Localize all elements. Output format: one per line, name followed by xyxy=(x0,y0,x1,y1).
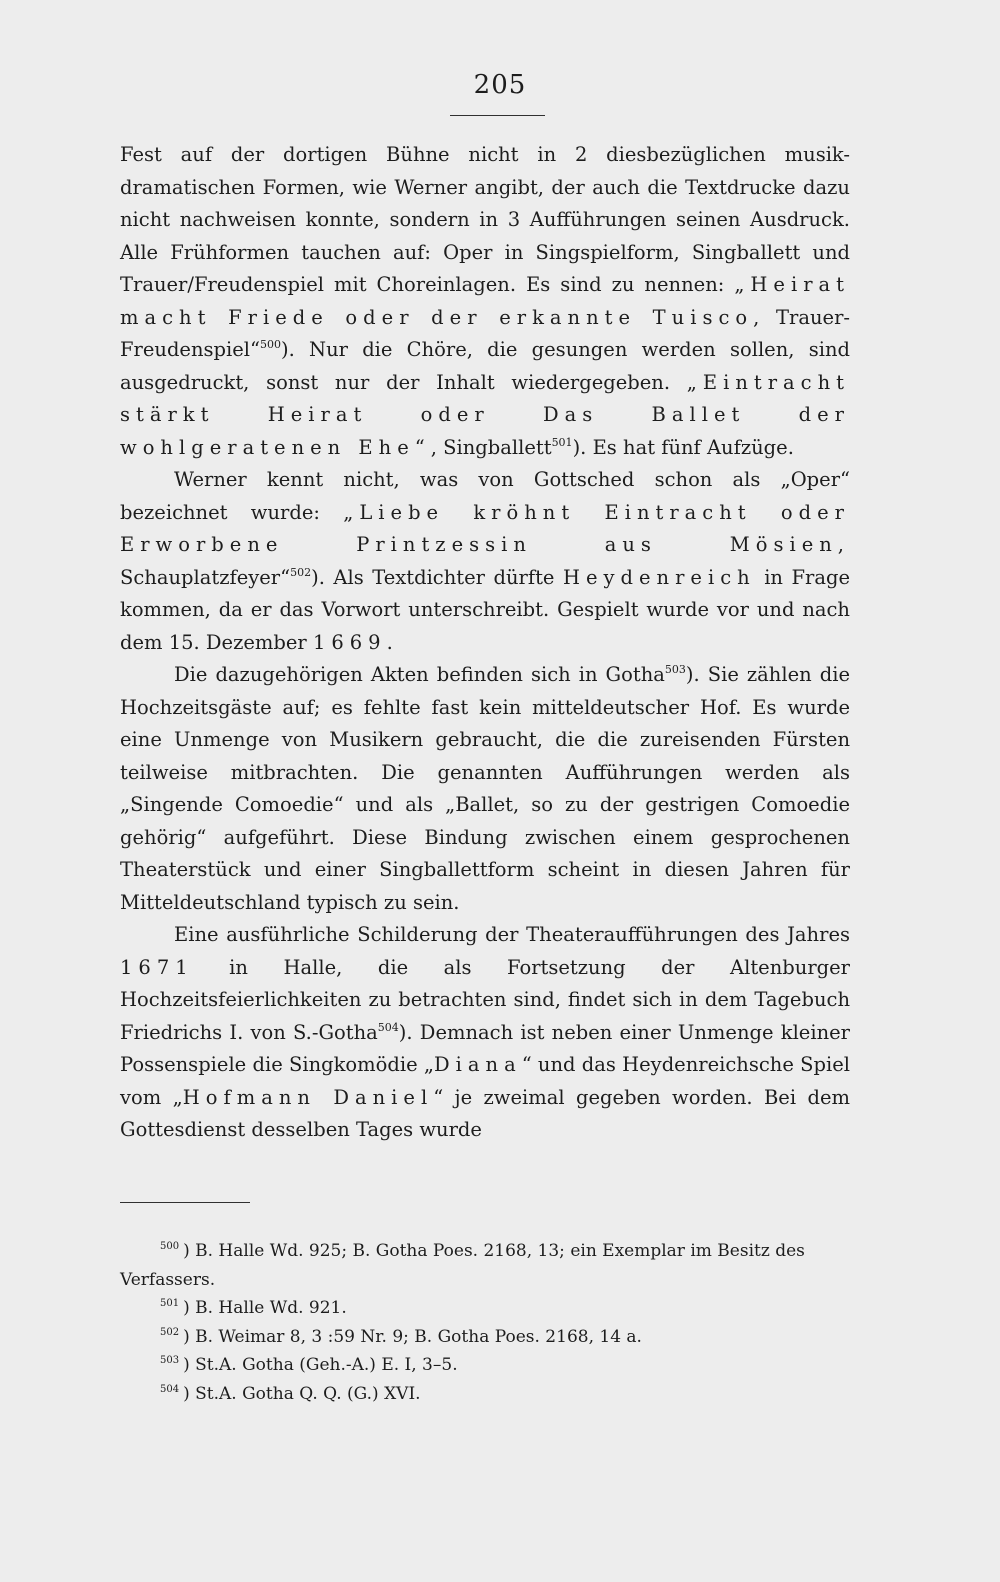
footnote-ref: 502 xyxy=(290,565,312,579)
footnote-number: 502 xyxy=(160,1326,180,1338)
paragraph-2 xyxy=(120,464,850,659)
footnote-ref: 501 xyxy=(551,435,573,449)
text-run: Schauplatzfeyer“ xyxy=(120,565,291,589)
text-run: Eine ausführliche Schilderung der Theateraufführungen des Jahres xyxy=(174,923,850,946)
text-run: . xyxy=(386,630,393,654)
header-rule xyxy=(450,115,545,116)
text-run: ). Demnach ist neben einer Unmenge kleiner Possenspiele die Singkomödie „ xyxy=(120,1020,850,1076)
footnote-502 xyxy=(120,1323,850,1352)
footnote-text: ) St.A. Gotha (Geh.-A.) E. I, 3–5. xyxy=(183,1355,458,1375)
footnote-504 xyxy=(120,1380,850,1409)
text-run: ). Als Textdichter dürfte xyxy=(311,565,563,589)
paragraph-3 xyxy=(120,659,850,919)
footnote-number: 501 xyxy=(160,1298,180,1309)
footnote-ref: 503 xyxy=(664,663,686,676)
footnote-rule xyxy=(120,1202,250,1203)
footnote-number: 504 xyxy=(160,1383,180,1395)
text-run: ). Es hat fünf Aufzüge. xyxy=(572,435,794,459)
footnote-text: ) B. Halle Wd. 921. xyxy=(183,1298,347,1318)
footnote-500 xyxy=(120,1237,850,1294)
spaced-year: 1671 xyxy=(120,955,194,979)
footnote-503 xyxy=(120,1351,850,1380)
page-header xyxy=(0,68,1000,102)
footnote-number: 500 xyxy=(160,1241,180,1252)
text-run: , Singballett xyxy=(430,435,552,459)
text-run: ). Nur die Chöre, die gesungen werden sollen, sind ausgedruckt, sonst nur der Inhalt wiedergegeben. xyxy=(120,338,850,394)
footnote-text: ) B. Weimar 8, 3 :59 Nr. 9; B. Gotha Poes. 2168, 14 a. xyxy=(183,1326,642,1347)
footnote-text: ) St.A. Gotha Q. Q. (G.) XVI. xyxy=(183,1383,421,1404)
footnote-text: ) B. Halle Wd. 925; B. Gotha Poes. 2168, 13; ein Exemplar im Besitz des Verfassers. xyxy=(120,1241,805,1290)
footnote-501 xyxy=(120,1294,850,1323)
footnote-ref: 504 xyxy=(377,1020,399,1034)
paragraph-4 xyxy=(120,919,850,1147)
text-run: Trauer-Freudenspiel“ xyxy=(120,305,850,361)
spaced-title: „Liebe kröhnt Eintracht oder Erworbene Printzessin aus Mösien, xyxy=(120,500,850,556)
spaced-title: „Eintracht stärkt Heirat oder Das Ballet der wohlgeratenen Ehe“ xyxy=(120,370,850,459)
footnote-ref: 500 xyxy=(260,338,282,351)
footnotes xyxy=(120,1237,850,1408)
page-number: 205 xyxy=(473,70,527,100)
spaced-name: Heydenreich xyxy=(562,565,756,589)
main-text xyxy=(120,139,850,1147)
text-run: in Frage kommen, da er das Vorwort unterschreibt. Gespielt wurde vor und nach dem 15. Dezember xyxy=(120,565,850,654)
spaced-title: Hofmann Daniel xyxy=(182,1085,434,1109)
paragraph-1 xyxy=(120,139,850,464)
spaced-title: Diana xyxy=(434,1053,522,1076)
text-run: “ und das Heydenreichsche Spiel vom „ xyxy=(120,1053,850,1109)
footnote-number: 503 xyxy=(160,1355,180,1366)
text-run: “ je zweimal gegeben worden. Bei dem Gottesdienst desselben Tages wurde xyxy=(120,1085,850,1141)
text-run: Die dazugehörigen Akten befinden sich in Gotha xyxy=(174,663,665,686)
text-run: Fest auf der dortigen Bühne nicht in 2 diesbezüglichen musik-dramatischen Formen, wie Werner angibt, der auch die Textdrucke dazu nicht nachweisen konnte, sondern in 3 Aufführungen seinen Ausdruck. Alle Frühformen tauchen auf: Oper in Singspielform, Singballett und Trauer/Freudenspiel mit Choreinlagen. Es sind zu nennen: xyxy=(120,143,850,296)
spaced-year: 1669 xyxy=(312,630,387,654)
text-run: ). Sie zählen die Hochzeitsgäste auf; es fehlte fast kein mitteldeutscher Hof. Es wurde eine Unmenge von Musikern gebraucht, die die zureisenden Fürsten teilweise mitbrachten. Die genannten Aufführungen werden als „Singende Comoedie“ und als „Ballet, so zu der gestrigen Comoedie gehörig“ aufgeführt. Diese Bindung zwischen einem gesprochenen Theaterstück und einer Singballettform scheint in diesen Jahren für Mitteldeutschland typisch zu sein. xyxy=(120,663,850,914)
spaced-title: „Heirat macht Friede oder der erkannte Tuisco, xyxy=(120,273,850,329)
text-run: Werner kennt nicht, was von Gottsched schon als „Oper“ bezeichnet wurde: xyxy=(120,468,850,524)
text-run: in Halle, die als Fortsetzung der Altenburger Hochzeitsfeierlichkeiten zu betrachten sind, findet sich in dem Tagebuch Friedrichs I. von S.-Gotha xyxy=(120,955,850,1044)
